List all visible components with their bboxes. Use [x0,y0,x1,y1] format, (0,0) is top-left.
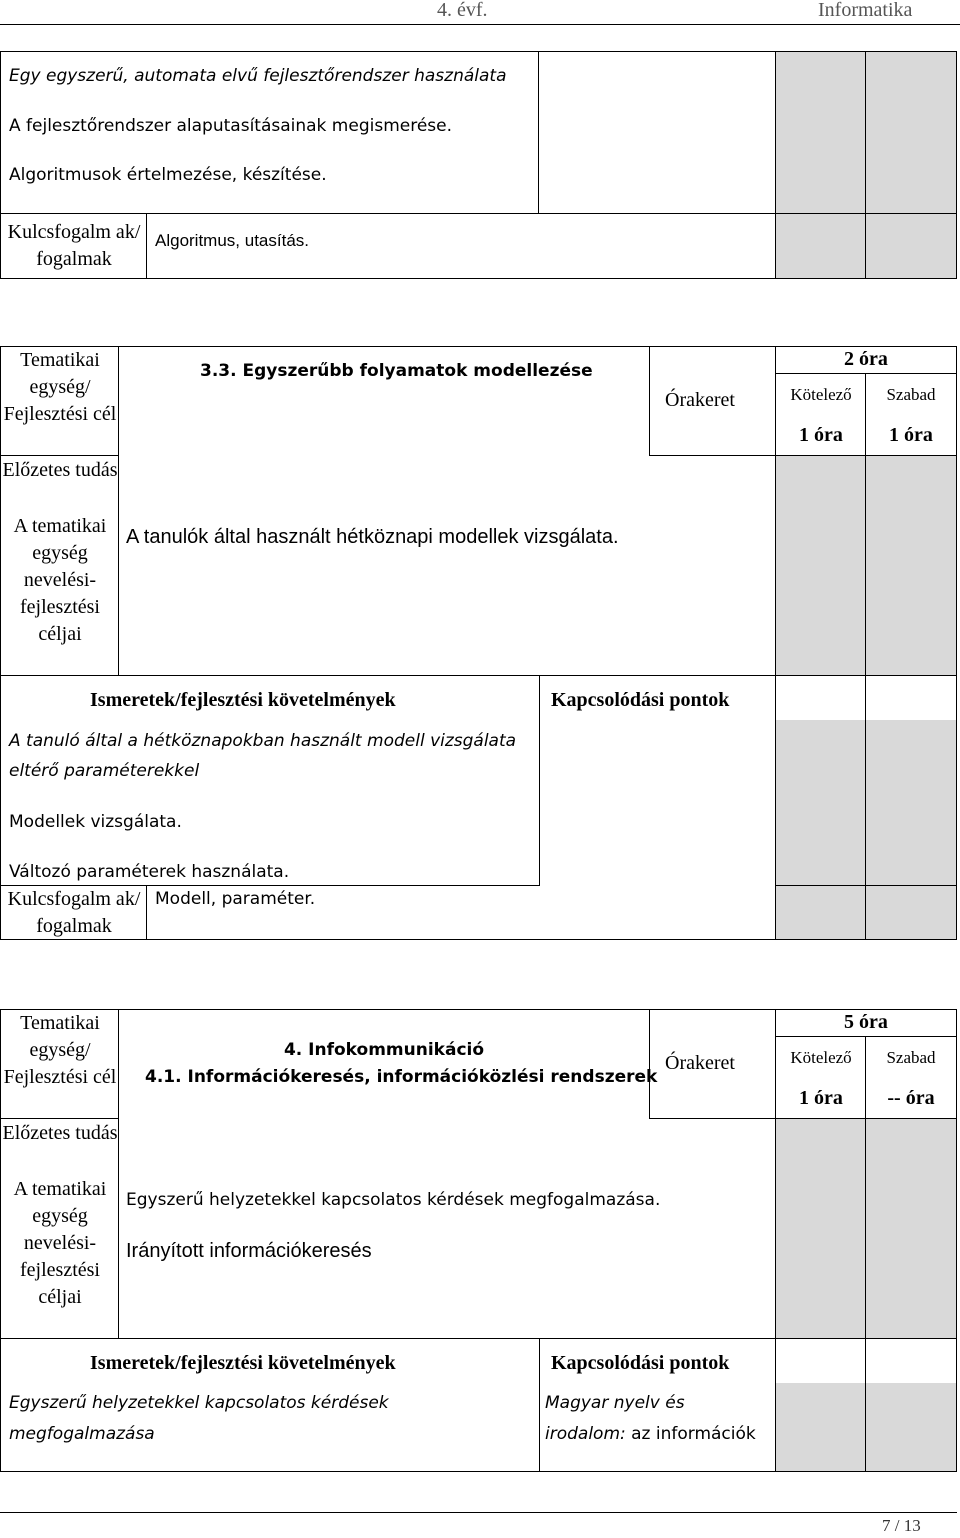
header-subject: Informatika [818,0,913,21]
block2-req-line-2: eltérő paraméterekkel [9,761,200,781]
block2-free-hours: 1 óra [889,424,933,446]
block3-conn-line-1: Magyar nyelv és [545,1393,685,1413]
block2-title: 3.3. Egyszerűbb folyamatok modellezése [200,361,593,381]
block3-conn-header: Kapcsolódási pontok [551,1352,730,1374]
block3-title-line-2: 4.1. Információkeresés, információközlési rendszerek [145,1067,658,1087]
block3-conn-line-2-italic: irodalom: [545,1424,626,1444]
block2-mandatory-label: Kötelező [790,385,852,404]
block2-aims-label: A tematikai egység nevelési-fejlesztési céljai [13,515,107,645]
block3-mandatory-hours: 1 óra [799,1087,843,1109]
block2-req-header: Ismeretek/fejlesztési követelmények [90,689,396,711]
block2-aims-text: A tanulók által használt hétköznapi modellek vizsgálata. [126,526,619,548]
block2-prior-label: Előzetes tudás [2,459,118,481]
block3-unit-label: Tematikai egység/ Fejlesztési cél [3,1012,117,1088]
block3-orakeret: Órakeret [665,1052,735,1074]
block2-req-line-1: A tanuló által a hétköznapokban használt modell vizsgálata [9,731,517,751]
block3-conn-line-2 [545,1424,756,1444]
block2-req-item-2: Változó paraméterek használata. [9,862,290,882]
block3-title-line-1: 4. Infokommunikáció [283,1040,485,1060]
block1-goal-line-3: Algoritmusok értelmezése, készítése. [9,165,327,185]
block3-prior-label: Előzetes tudás [2,1122,118,1144]
header-rule [0,24,960,25]
block2-conn-header: Kapcsolódási pontok [551,689,730,711]
block3-aims-text: Irányított információkeresés [126,1240,372,1262]
block2-orakeret: Órakeret [665,389,735,411]
footer-rule [0,1512,957,1513]
block2-key-label: Kulcsfogalm ak/ fogalmak [7,888,141,937]
block1-key-label: Kulcsfogalm ak/ fogalmak [7,221,141,270]
block2-mandatory-hours: 1 óra [799,424,843,446]
block2-total-hours: 2 óra [844,348,888,370]
block1-goal-line-2: A fejlesztőrendszer alaputasításainak megismerése. [9,116,453,136]
block1-key-value: Algoritmus, utasítás. [155,231,310,250]
block3-total-hours: 5 óra [844,1011,888,1033]
footer-page-number: 7 / 13 [882,1516,921,1535]
block2-unit-label: Tematikai egység/ Fejlesztési cél [3,349,117,425]
block3-conn-line-2-rest: az információk [625,1424,756,1444]
block3-req-line-2: megfogalmazása [9,1424,155,1444]
block3-aims-label: A tematikai egység nevelési-fejlesztési céljai [13,1178,107,1308]
header-grade: 4. évf. [437,0,488,21]
block1-goal-line-1: Egy egyszerű, automata elvű fejlesztőrendszer használata [9,66,507,86]
block3-prior-text: Egyszerű helyzetekkel kapcsolatos kérdések megfogalmazása. [126,1190,661,1210]
block2-req-item-1: Modellek vizsgálata. [9,812,182,832]
block2-free-label: Szabad [886,385,936,404]
block2-key-value: Modell, paraméter. [155,889,316,909]
block3-free-label: Szabad [886,1048,936,1067]
block3-mandatory-label: Kötelező [790,1048,852,1067]
block3-req-line-1: Egyszerű helyzetekkel kapcsolatos kérdések [9,1393,389,1413]
block3-free-hours: -- óra [887,1087,935,1109]
block3-req-header: Ismeretek/fejlesztési követelmények [90,1352,396,1374]
